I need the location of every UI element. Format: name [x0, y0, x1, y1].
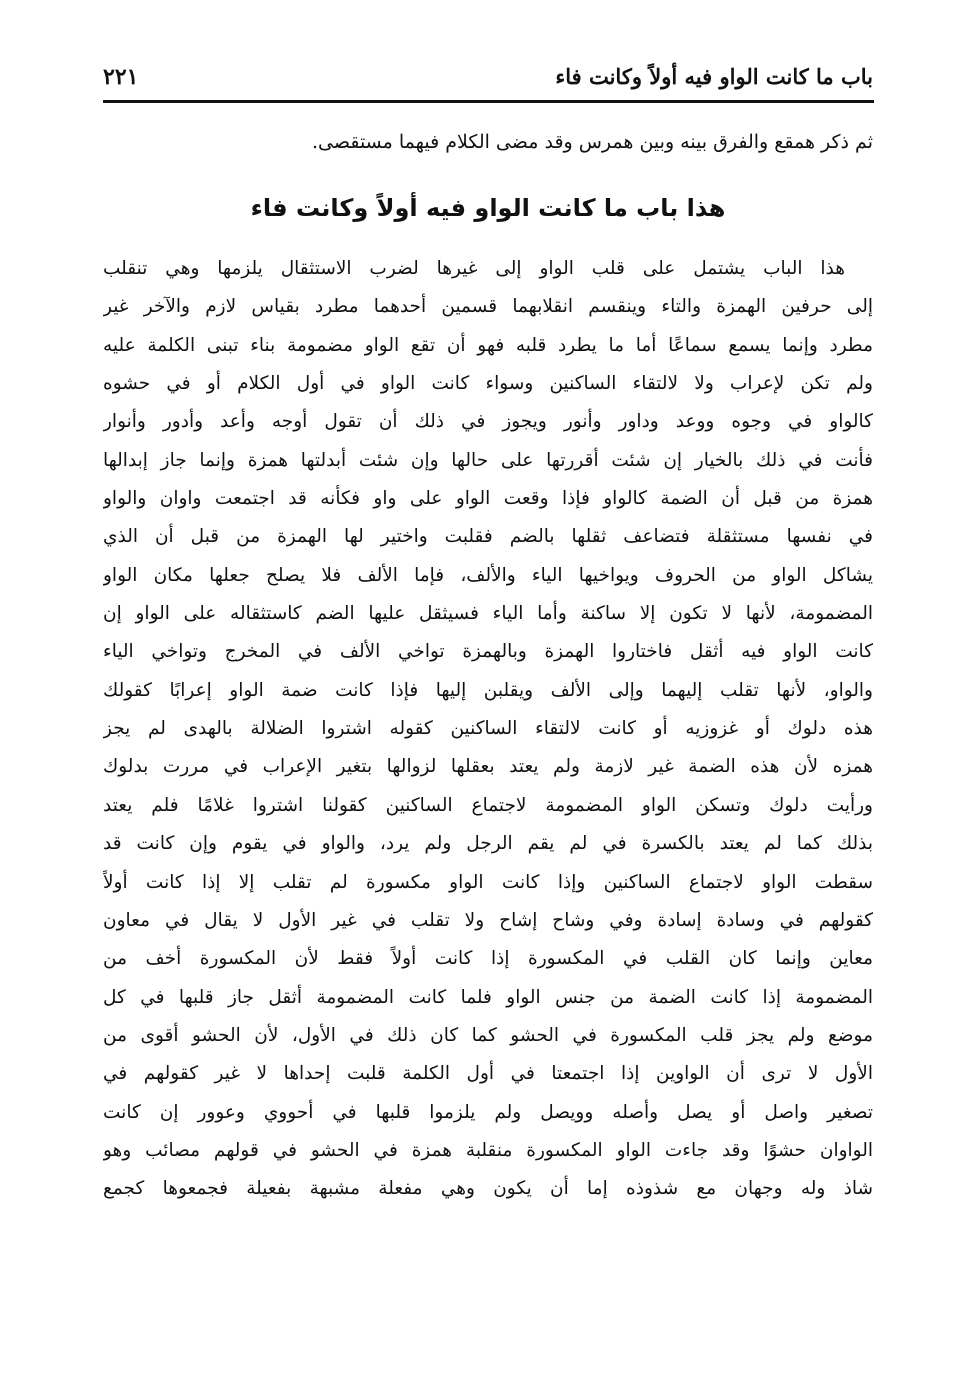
text-line: يشاكل الواو من الحروف ويواخيها الياء والألف، فإما الألف فلا يصلح جعلها مكان الواو — [103, 564, 873, 586]
text-line: الأول لا ترى أن الواوين إذا اجتمعتا في أول الكلمة قلبت إحداها لا غير كقولهم في — [103, 1063, 873, 1085]
text-line: ولم تكن لإعراب ولا لالتقاء الساكنين وسواء كانت الواو في أول الكلام أو في حشوه — [103, 373, 873, 395]
text-line: المضمومة، لأنها لا تكون إلا ساكنة وأما الياء فسيثقل عليها الضم كاستثقاله على الواو إن — [103, 603, 873, 625]
header-divider — [103, 100, 874, 103]
intro-line: ثم ذكر همقع والفرق بينه وبين همرس وقد مضى الكلام فيهما مستقصى. — [311, 131, 873, 153]
page-number: ٢٢١ — [103, 64, 139, 90]
text-line: تصغير واصل أو يصل وأصله وويصل ولم يلزموا قلبها في أحووي وعوور إن كانت — [103, 1101, 873, 1123]
text-line: مطرد وإنما يسمع سماعًا أما ما يطرد قلبه فهو أن تقع الواو مضمومة بناء تبنى الكلمة عليه — [103, 334, 873, 356]
text-line: سقطت الواو لاجتماع الساكنين وإذا كانت الواو مكسورة لم تقلب إلا إذا كانت أولاً — [103, 871, 873, 893]
text-line: همزة من قبل أن الضمة كالواو فإذا وقعت الواو على واو فكأنه قد اجتمعت واوان والواو — [103, 488, 873, 510]
text-line: فأنت في ذلك بالخيار إن شئت أقررتها على حالها وإن شئت أبدلتها همزة وإنما جاز إبدالها — [103, 449, 873, 471]
text-line: معاين وإنما كان القلب في المكسورة إذا كانت أولاً فقط لأن المكسورة أخف من — [103, 948, 873, 970]
text-line: إلى حرفين الهمزة والتاء وينقسم انقلابهما قسمين أحدهما مطرد بقياس لازم والآخر غير — [103, 296, 873, 318]
text-line: كقولهم في وسادة إسادة وفي وشاح إشاح ولا تقلب في غير الأول لا يقال في معاون — [103, 909, 873, 931]
text-line: ورأيت دلوك وتسكن الواو المضمومة لاجتماع الساكنين كقولنا اشتروا غلامًا فلم يعتد — [103, 794, 873, 816]
text-line: هذه دلوك أو غزوزيه أو كانت لالتقاء الساكنين كقوله اشتروا الضلالة بالهدى لم يجز — [103, 718, 873, 740]
text-line: هذا الباب يشتمل على قلب الواو إلى غيرها لضرب الاستثقال يلزمها وهي تنقلب — [103, 258, 845, 279]
text-line: كانت الواو فيه أثقل فاختاروا الهمزة وبالهمزة تواخي الألف في المخرج وتواخي الياء — [103, 641, 873, 663]
text-line: كالواو في وجوه ووعد وداور وأنور ويجوز في ذلك أن تقول أوجه وأعد وأدور وأنوار — [103, 411, 873, 433]
text-line: موضع ولم يجز قلب المكسورة في الحشو كما كان ذلك في الأول، لأن الحشو أقوى من — [103, 1024, 873, 1046]
text-line: والواو، لأنها تقلب إليهما وإلى الألف ويقلبن إليها فإذا كانت ضمة الواو إعرابًا كقولك — [103, 679, 873, 701]
running-header — [103, 56, 873, 92]
text-line: شاذ وله وجهان مع شذوذه إما أن يكون وهي مفعلة مشبهة بفعيلة فجمعوها كجمع — [103, 1178, 873, 1200]
text-line: همزه لأن هذه الضمة غير لازمة ولم يعتد بعقلها لزوالها بتغير الإعراب في مررت بدلوك — [103, 756, 873, 778]
text-line: المضمومة إذا كانت الضمة من جنس الواو فلما كانت المضمومة أثقل جاز قلبها في كل — [103, 986, 873, 1008]
running-header-title: باب ما كانت الواو فيه أولاً وكانت فاء — [555, 64, 873, 89]
text-line: الواوان حشوًا وقد جاءت الواو المكسورة منقلبة همزة في الحشو في قولهم مصائب وهو — [103, 1139, 873, 1161]
text-line: بذلك كما لم يعتد بالكسرة في لم يقم الرجل ولم يرد، والواو في يقوم وإن كانت قد — [103, 833, 873, 855]
body-paragraph — [103, 250, 873, 1209]
chapter-heading: هذا باب ما كانت الواو فيه أولاً وكانت فاء — [250, 194, 726, 222]
text-line: في نفسها مستثقلة فتضاعف ثقلها بالضم فقلبت واختير لها الهمزة من قبل أن الذي — [103, 526, 873, 548]
